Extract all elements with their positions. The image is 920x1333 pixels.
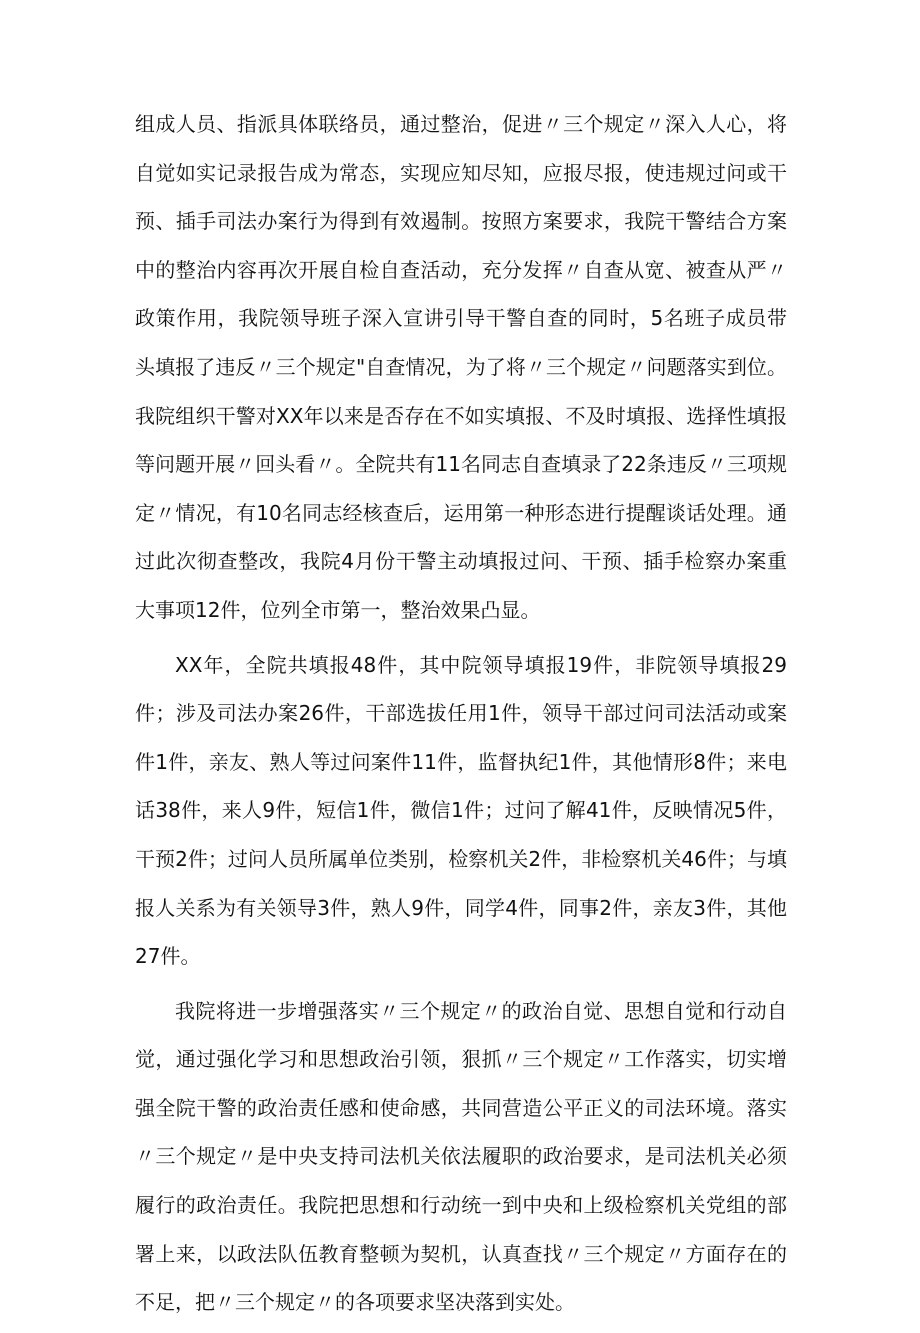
paragraph-continuation: 组成人员、指派具体联络员，通过整治，促进〃三个规定〃深入人心，将自觉如实记录报告成为常态，实现应知尽知，应报尽报，使违规过问或干预、插手司法办案行为得到有效遏制。按照方案要求，我院干警结合方案中的整治内容再次开展自检自查活动，充分发挥〃自查从宽、被查从严〃政策作用，我院领导班子深入宣讲引导干警自查的同时，5名班子成员带头填报了违反〃三个规定"自查情况，为了将〃三个规定〃问题落实到位。我院组织干警对XX年以来是否存在不如实填报、不及时填报、选择性填报等问题开展〃回头看〃。全院共有11名同志自查填录了22条违反〃三项规定〃情况，有10名同志经核查后，运用第一种形态进行提醒谈话处理。通过此次彻查整改，我院4月份干警主动填报过问、干预、插手检察办案重大事项12件，位列全市第一，整治效果凸显。 [135,112,787,622]
paragraph-statistics: XX年，全院共填报48件，其中院领导填报19件，非院领导填报29件；涉及司法办案26件，干部选拔任用1件，领导干部过问司法活动或案件1件，亲友、熟人等过问案件11件，监督执纪1件，其他情形8件；来电话38件，来人9件，短信1件，微信1件；过问了解41件，反映情况5件，干预2件；过问人员所属单位类别，检察机关2件，非检察机关46件；与填报人关系为有关领导3件，熟人9件，同学4件，同事2件，亲友3件，其他27件。 [135,652,787,969]
paragraph-conclusion: 我院将进一步增强落实〃三个规定〃的政治自觉、思想自觉和行动自觉，通过强化学习和思想政治引领，狠抓〃三个规定〃工作落实，切实增强全院干警的政治责任感和使命感，共同营造公平正义的司法环境。落实〃三个规定〃是中央支持司法机关依法履职的政治要求，是司法机关必须履行的政治责任。我院把思想和行动统一到中央和上级检察机关党组的部署上来，以政法队伍教育整顿为契机，认真查找〃三个规定〃方面存在的不足，把〃三个规定〃的各项要求坚决落到实处。 [135,998,787,1315]
document-body [135,100,787,1333]
